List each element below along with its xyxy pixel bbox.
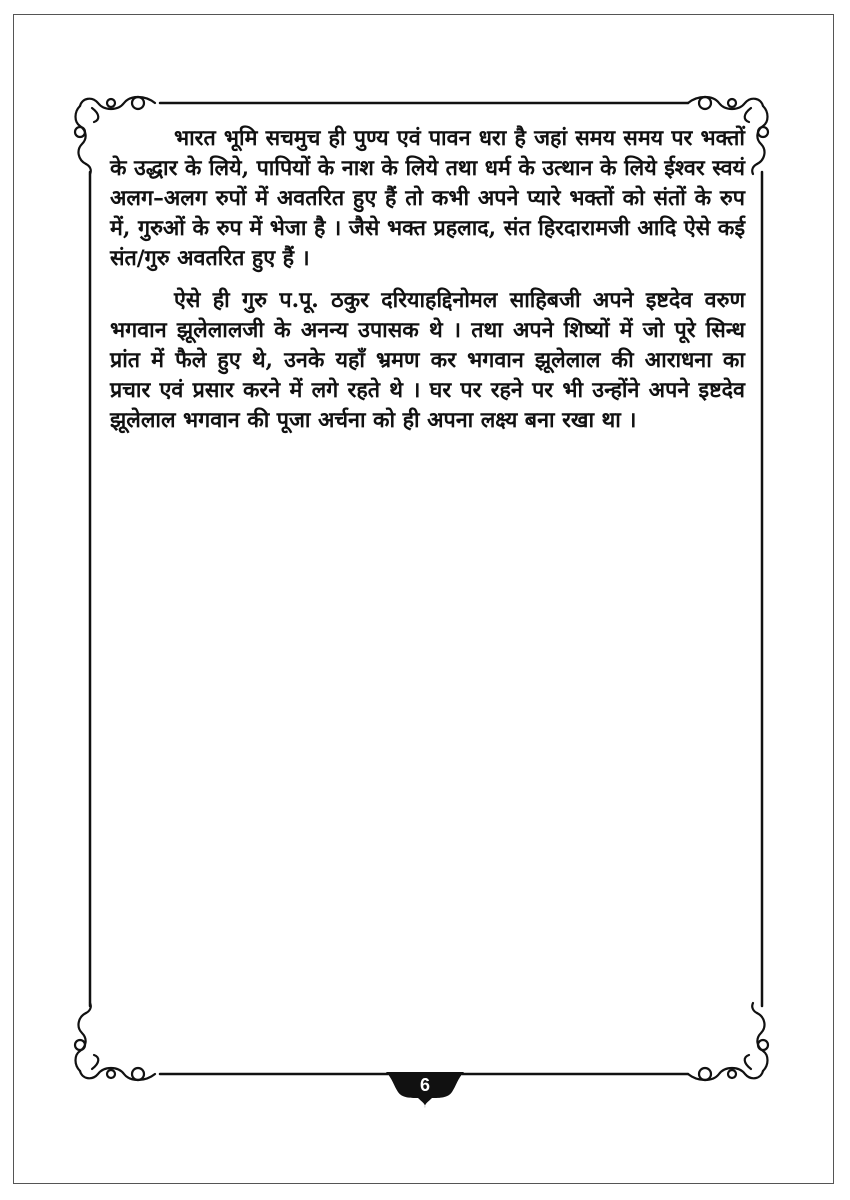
- page-number: 6: [419, 1075, 430, 1095]
- paragraph: भारत भूमि सचमुच ही पुण्य एवं पावन धरा है जहां समय समय पर भक्तों के उद्धार के लिये, पापियों के नाश के लिये तथा धर्म के उत्थान के लिये ईश्वर स्वयं अलग–अलग रुपों में अवतरित हुए हैं तो कभी अपने प्यारे भक्तों को संतों के रुप में, गुरुओं के रुप में भेजा है । जैसे भक्त प्रहलाद, संत हिरदारामजी आदि ऐसे कई संत/गुरु अवतरित हुए हैं ।: [110, 126, 745, 271]
- paragraph: ऐसे ही गुरु प.पू. ठकुर दरियाहद्दिनोमल साहिबजी अपने इष्टदेव वरुण भगवान झूलेलालजी के अनन्य उपासक थे । तथा अपने शिष्यों में जो पूरे सिन्ध प्रांत में फैले हुए थे, उनके यहाँ भ्रमण कर भगवान झूलेलाल की आराधना का प्रचार एवं प्रसार करने में लगे रहते थे । घर पर रहने पर भी उन्होंने अपने इष्टदेव झूलेलाल भगवान की पूजा अर्चना को ही अपना लक्ष्य बना रखा था ।: [110, 288, 745, 433]
- body-text: [110, 124, 745, 448]
- bottom-left-corner-ornament: [75, 1003, 155, 1080]
- bottom-right-corner-ornament: [688, 1003, 768, 1080]
